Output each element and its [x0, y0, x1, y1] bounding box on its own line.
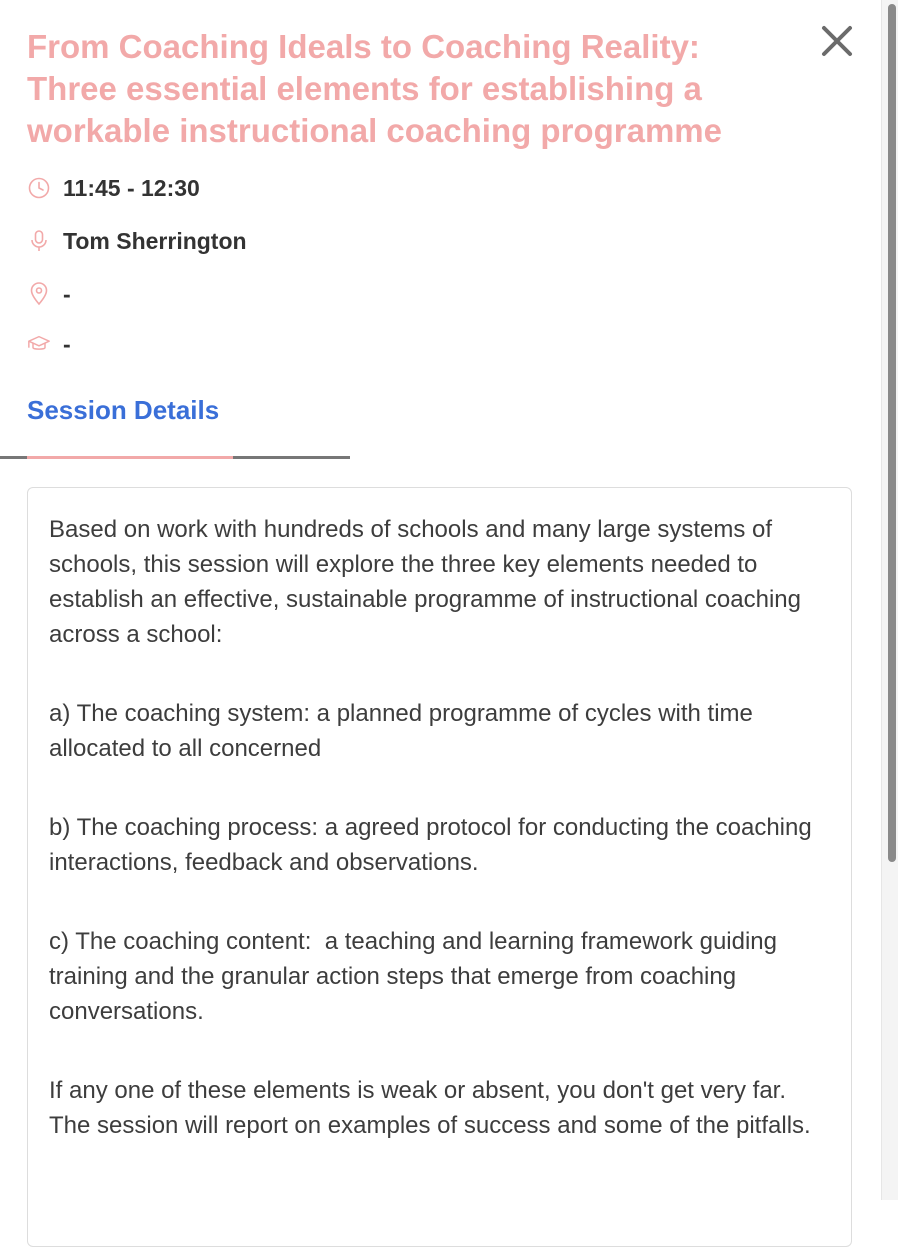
session-audience: -	[63, 330, 71, 357]
clock-icon	[27, 176, 51, 200]
session-speaker: Tom Sherrington	[63, 227, 247, 254]
details-paragraph: a) The coaching system: a planned programme of cycles with time allocated to all concerned	[49, 700, 760, 762]
session-details-panel	[27, 487, 852, 1247]
session-time: 11:45 - 12:30	[63, 174, 200, 201]
session-title: From Coaching Ideals to Coaching Reality: Three essential elements for establishing a workable instructional coaching programme	[27, 28, 722, 149]
scrollbar-thumb[interactable]	[888, 4, 896, 862]
close-icon	[818, 22, 856, 60]
session-audience-row	[27, 329, 71, 359]
microphone-icon	[27, 229, 51, 253]
details-paragraph: Based on work with hundreds of schools and many large systems of schools, this session will explore the three key elements needed to establish an effective, sustainable programme of instructional coaching across a school:	[49, 516, 808, 648]
details-paragraph: If any one of these elements is weak or absent, you don't get very far. The session will report on examples of success and some of the pitfalls.	[49, 1077, 811, 1139]
details-paragraph: c) The coaching content: a teaching and learning framework guiding training and the granular action steps that emerge from coaching conversations.	[49, 928, 784, 1025]
details-paragraph: b) The coaching process: a agreed protocol for conducting the coaching interactions, feedback and observations.	[49, 814, 819, 876]
session-location-row	[27, 279, 71, 309]
session-location: -	[63, 280, 71, 307]
tab-active-indicator	[27, 456, 233, 459]
graduation-cap-icon	[27, 332, 51, 356]
tab-session-details[interactable]: Session Details	[27, 395, 220, 425]
session-time-row	[27, 173, 200, 203]
map-pin-icon	[27, 282, 51, 306]
close-button[interactable]	[818, 22, 856, 60]
session-speaker-row	[27, 226, 247, 256]
